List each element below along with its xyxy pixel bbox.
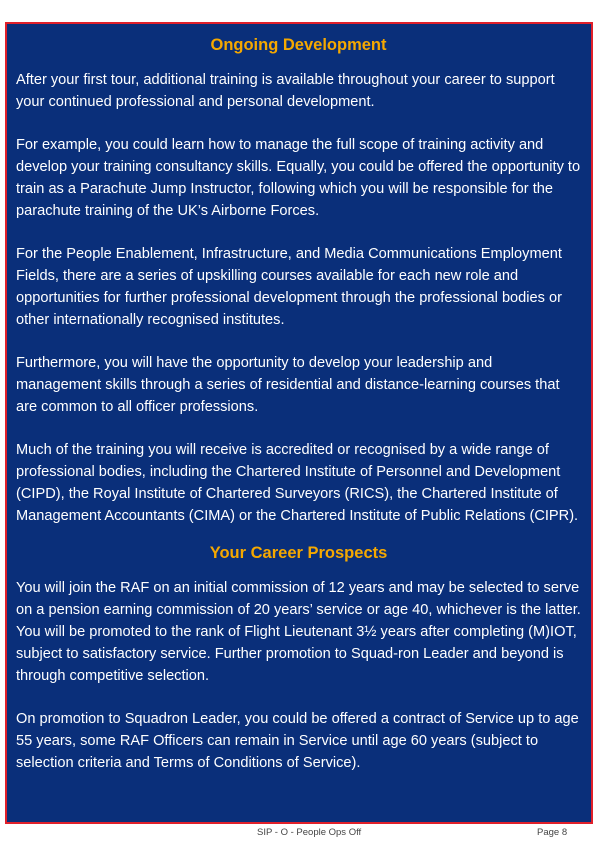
paragraph: For example, you could learn how to manage the full scope of training activity and develop your training consultancy skills. Equally, you could be offered the opportunity to train as a Parachute Jump Instructor, following which you will be responsible for the parachute training of the UK’s Airborne Forces.: [16, 137, 581, 219]
paragraph: You will join the RAF on an initial commission of 12 years and may be selected to serve on a pension earning commission of 20 years’ service or age 40, whichever is the latter. You will be promoted to the rank of Flight Lieutenant 3½ years after completing (M)IOT, subject to satisfactory service. Further promotion to Squad-ron Leader and beyond is through competitive selection.: [16, 580, 581, 684]
paragraph: For the People Enablement, Infrastructure, and Media Communications Employment Fields, there are a series of upskilling courses available for each new role and opportunities for further professional development through the professional bodies or other internationally recognised institutes.: [16, 246, 562, 328]
page-footer: [0, 825, 600, 841]
section-heading-career-prospects: Your Career Prospects: [209, 544, 388, 562]
document-reference: SIP - O - People Ops Off: [257, 827, 362, 838]
paragraph: On promotion to Squadron Leader, you could be offered a contract of Service up to age 55 years, some RAF Officers can remain in Service until age 60 years (subject to selection criteria and Terms of Conditions of Service).: [16, 711, 579, 771]
content-panel: [5, 22, 593, 824]
paragraph: Much of the training you will receive is accredited or recognised by a wide range of professional bodies, including the Chartered Institute of Personnel and Development (CIPD), the Royal Institute of Chartered Surveyors (RICS), the Chartered Institute of Management Accountants (CIMA) or the Chartered Institute of Public Relations (CIPR).: [16, 442, 579, 524]
section-heading-ongoing-development: Ongoing Development: [210, 36, 387, 54]
paragraph: After your first tour, additional training is available throughout your career to support your continued professional and personal development.: [16, 72, 555, 110]
page-number: Page 8: [537, 827, 568, 838]
paragraph: Furthermore, you will have the opportunity to develop your leadership and management skills through a series of residential and distance-learning courses that are common to all officer professions.: [16, 355, 560, 415]
